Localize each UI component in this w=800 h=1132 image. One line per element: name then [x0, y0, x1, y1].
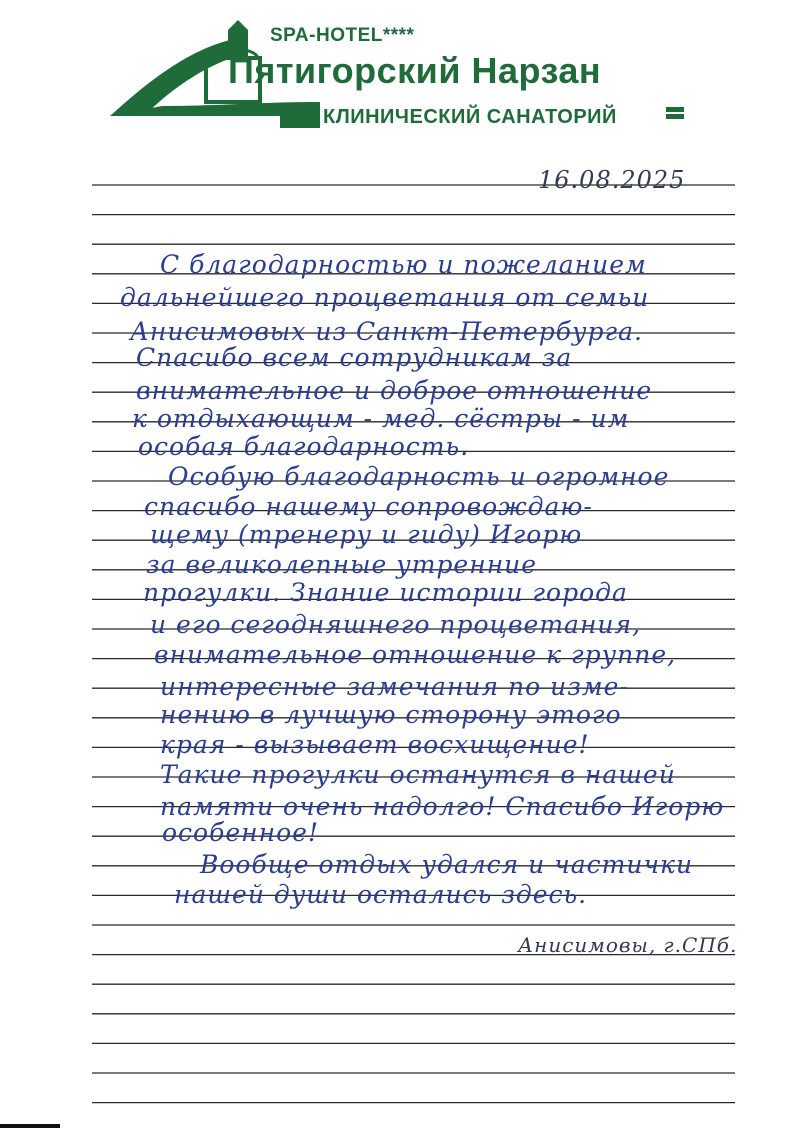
hotel-subtitle: КЛИНИЧЕСКИЙ САНАТОРИЙ: [323, 106, 617, 128]
letter-line: края - вызывает восхищение!: [160, 730, 590, 759]
letter-signature: Анисимовы, г.СПб.: [518, 933, 738, 957]
letter-line: внимательное отношение к группе,: [154, 640, 677, 669]
letter-line: дальнейшего процветания от семьи: [120, 283, 650, 312]
letter-line: Анисимовых из Санкт-Петербурга.: [130, 317, 643, 346]
letter-line: щему (тренеру и гиду) Игорю: [150, 520, 583, 549]
letter-line: к отдыхающим - мед. сёстры - им: [132, 404, 630, 433]
letter-line: Вообще отдых удался и частички: [200, 850, 694, 879]
letter-line: особенное!: [162, 818, 319, 847]
letter-line: нению в лучшую сторону этого: [160, 700, 622, 729]
letter-line: и его сегодняшнего процветания,: [150, 610, 642, 639]
letter-line: нашей души остались здесь.: [174, 880, 588, 909]
hotel-name: Пятигорский Нарзан: [228, 50, 602, 91]
hotel-category-label: SPA-HOTEL****: [270, 25, 415, 46]
letter-line: прогулки. Знание истории города: [143, 578, 628, 607]
letter-line: за великолепные утренние: [146, 550, 538, 579]
letter-line: внимательное и доброе отношение: [136, 376, 653, 405]
letter-line: спасибо нашему сопровождаю-: [144, 492, 593, 521]
letter-line: памяти очень надолго! Спасибо Игорю: [160, 792, 725, 821]
letter-line: Спасибо всем сотрудникам за: [136, 343, 573, 372]
page-edge-mark: [0, 1124, 60, 1128]
letter-line: интересные замечания по изме-: [160, 672, 629, 701]
letter-date: 16.08.2025: [538, 166, 686, 194]
letter-line: Особую благодарность и огромное: [168, 462, 670, 491]
letter-line: С благодарностью и пожеланием: [160, 250, 647, 279]
letter-line: особая благодарность.: [138, 432, 470, 461]
letter-line: Такие прогулки останутся в нашей: [160, 760, 676, 789]
